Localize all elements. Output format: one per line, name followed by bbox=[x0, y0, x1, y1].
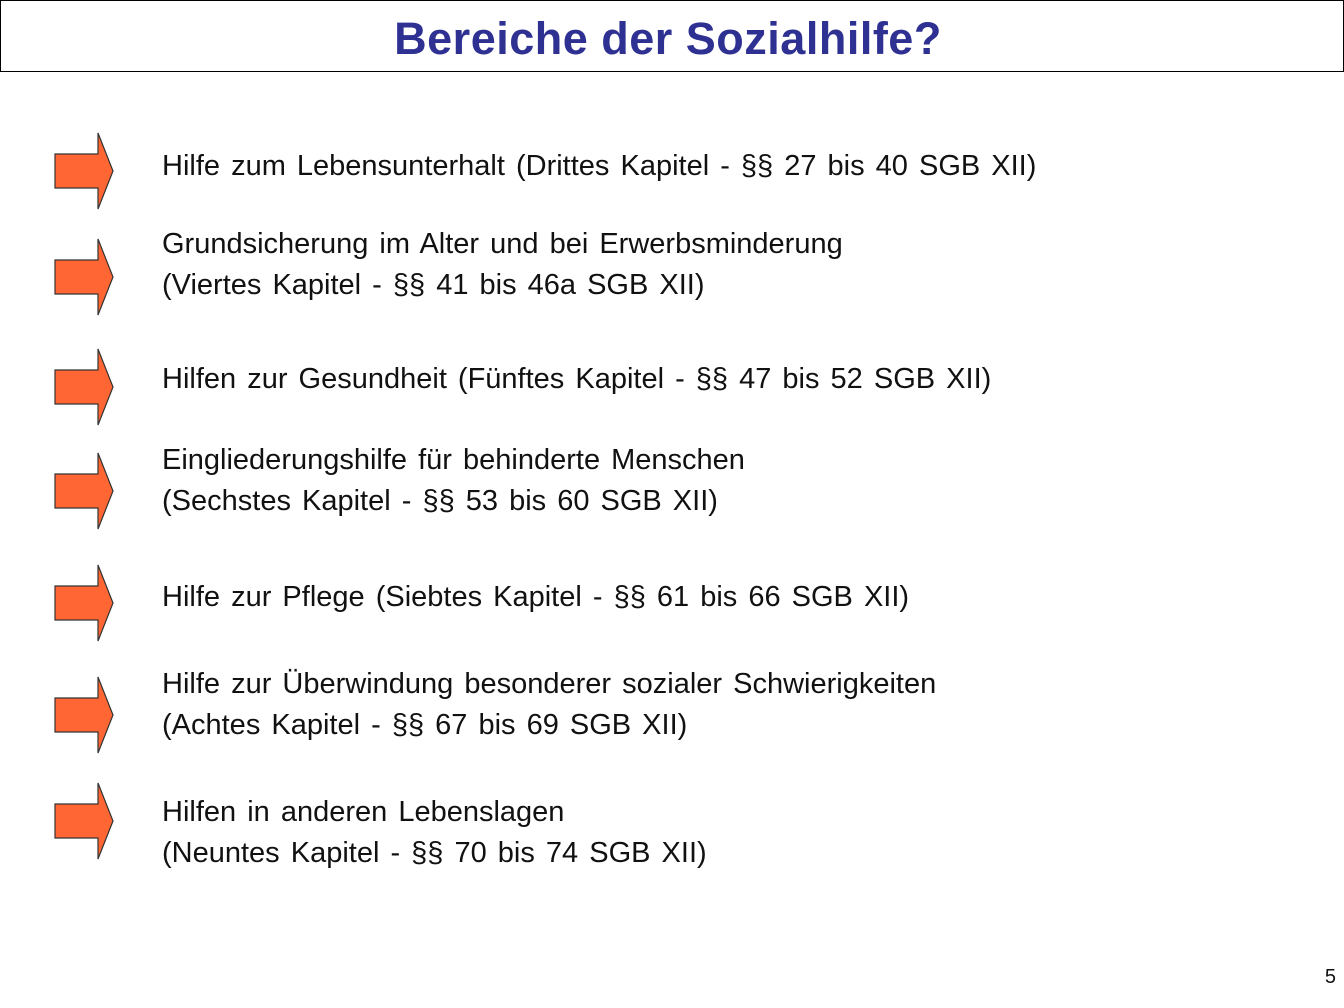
page-title: Bereiche der Sozialhilfe? bbox=[394, 13, 942, 64]
item-line-2: (Achtes Kapitel - §§ 67 bis 69 SGB XII) bbox=[162, 709, 688, 741]
title-bar bbox=[0, 0, 1344, 72]
arrow-right-icon bbox=[54, 348, 114, 426]
item-line-2: (Viertes Kapitel - §§ 41 bis 46a SGB XII) bbox=[162, 269, 705, 301]
arrow-right-icon bbox=[54, 452, 114, 530]
list-item bbox=[0, 132, 1344, 210]
item-line-1: Eingliederungshilfe für behinderte Menschen bbox=[162, 444, 745, 476]
list-item bbox=[0, 224, 1344, 320]
arrow-right-icon bbox=[54, 132, 114, 210]
arrow-right-icon bbox=[54, 782, 114, 860]
item-line-1: Hilfen in anderen Lebenslagen bbox=[162, 796, 565, 828]
item-line-1: Hilfen zur Gesundheit (Fünftes Kapitel - §§ 47 bis 52 SGB XII) bbox=[162, 363, 992, 395]
list-item bbox=[0, 440, 1344, 536]
list-item bbox=[0, 564, 1344, 642]
item-line-1: Hilfe zur Pflege (Siebtes Kapitel - §§ 61 bis 66 SGB XII) bbox=[162, 581, 910, 613]
item-line-1: Hilfe zur Überwindung besonderer sozialer Schwierigkeiten bbox=[162, 668, 937, 700]
arrow-right-icon bbox=[54, 676, 114, 754]
item-line-1: Grundsicherung im Alter und bei Erwerbsminderung bbox=[162, 228, 843, 260]
page-number: 5 bbox=[1324, 966, 1336, 988]
item-line-1: Hilfe zum Lebensunterhalt (Drittes Kapitel - §§ 27 bis 40 SGB XII) bbox=[162, 150, 1037, 182]
arrow-right-icon bbox=[54, 238, 114, 316]
list-item bbox=[0, 348, 1344, 426]
item-line-2: (Sechstes Kapitel - §§ 53 bis 60 SGB XII) bbox=[162, 485, 718, 517]
list-item bbox=[0, 782, 1344, 878]
list-item bbox=[0, 664, 1344, 760]
arrow-right-icon bbox=[54, 564, 114, 642]
item-line-2: (Neuntes Kapitel - §§ 70 bis 74 SGB XII) bbox=[162, 837, 707, 869]
